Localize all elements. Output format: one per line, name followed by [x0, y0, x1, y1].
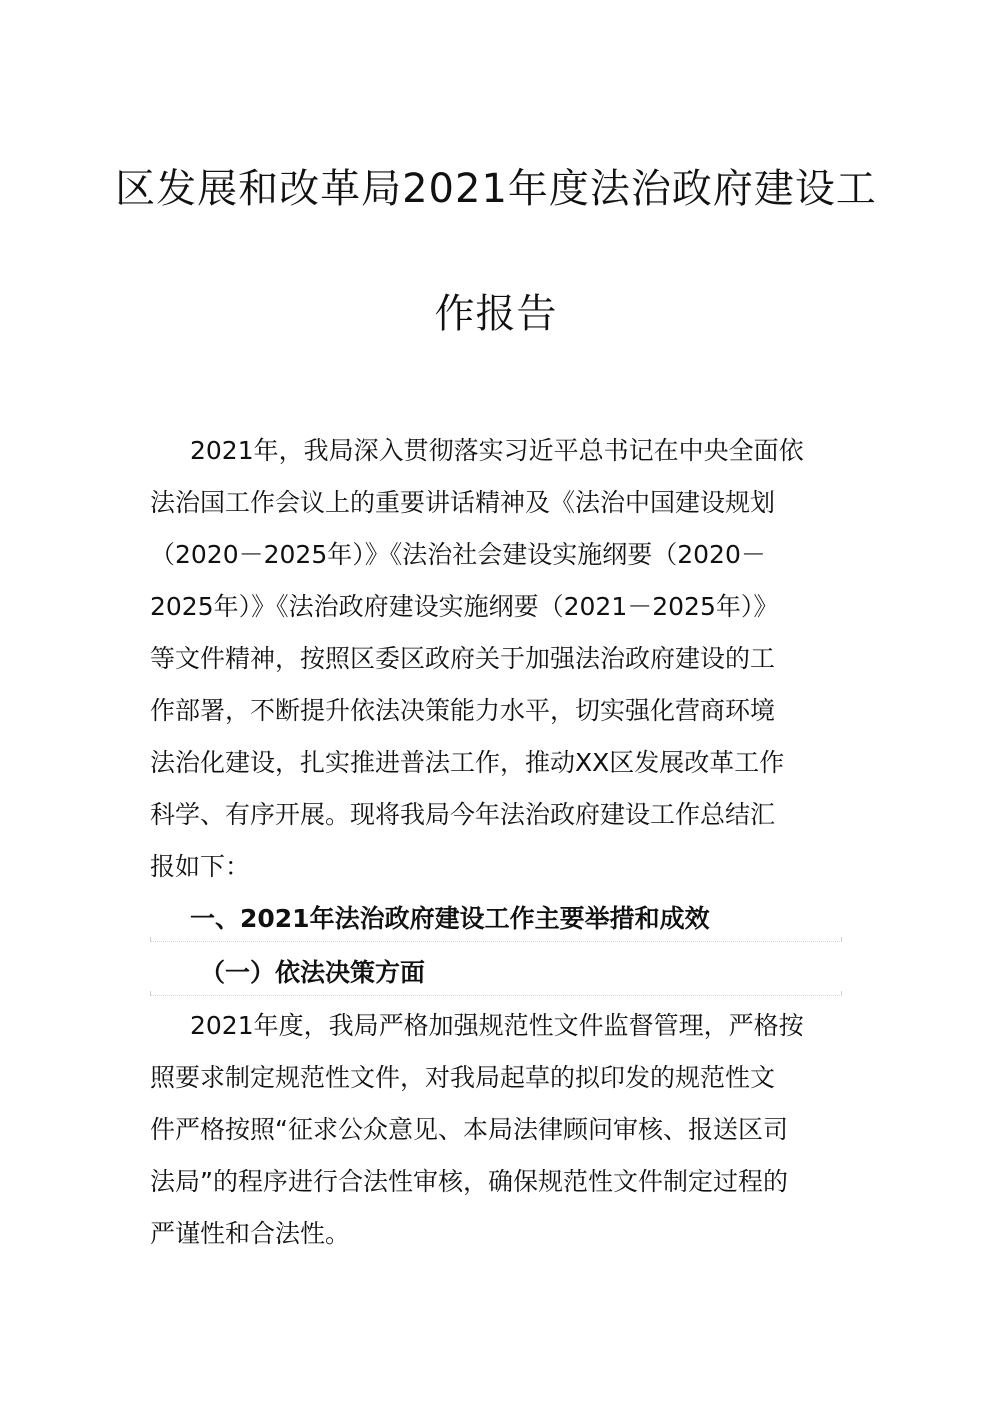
paragraph-line: 法治国工作会议上的重要讲话精神及《法治中国建设规划	[150, 488, 776, 517]
divider-tick	[841, 991, 842, 995]
paragraph-line: 2021年，我局深入贯彻落实习近平总书记在中央全面依	[190, 436, 804, 465]
divider-tick	[150, 991, 151, 995]
paragraph-line: 等文件精神，按照区委区政府关于加强法治政府建设的工	[150, 644, 776, 673]
paragraph-line: 2021年度，我局严格加强规范性文件监督管理，严格按	[190, 1011, 804, 1040]
divider-tick	[841, 937, 842, 941]
paragraph-line: 照要求制定规范性文件，对我局起草的拟印发的规范性文	[150, 1063, 776, 1092]
section-heading: 一、2021年法治政府建设工作主要举措和成效	[190, 904, 710, 933]
divider	[150, 941, 842, 942]
paragraph-line: 严谨性和合法性。	[150, 1219, 351, 1248]
paragraph-line: 报如下：	[150, 852, 251, 881]
subsection-heading: （一）依法决策方面	[200, 958, 426, 987]
paragraph-line: 件严格按照“征求公众意见、本局法律顾问审核、报送区司	[150, 1115, 788, 1144]
document-title-line-2: 作报告	[434, 291, 558, 337]
document-title-line-1: 区发展和改革局2021年度法治政府建设工	[115, 166, 877, 212]
paragraph-line: 作部署，不断提升依法决策能力水平，切实强化营商环境	[150, 696, 776, 725]
intro-paragraph	[150, 425, 840, 893]
paragraph-line: 科学、有序开展。现将我局今年法治政府建设工作总结汇	[150, 800, 776, 829]
paragraph-line: 法治化建设，扎实推进普法工作，推动XX区发展改革工作	[150, 748, 785, 777]
divider	[150, 995, 842, 996]
paragraph-line: 2025年）》《法治政府建设实施纲要（2021－2025年）》	[150, 592, 779, 621]
decision-paragraph	[150, 1000, 840, 1260]
paragraph-line: 法局”的程序进行合法性审核，确保规范性文件制定过程的	[150, 1167, 788, 1196]
divider-tick	[150, 937, 151, 941]
paragraph-line: （2020－2025年）》《法治社会建设实施纲要（2020－	[150, 540, 766, 569]
